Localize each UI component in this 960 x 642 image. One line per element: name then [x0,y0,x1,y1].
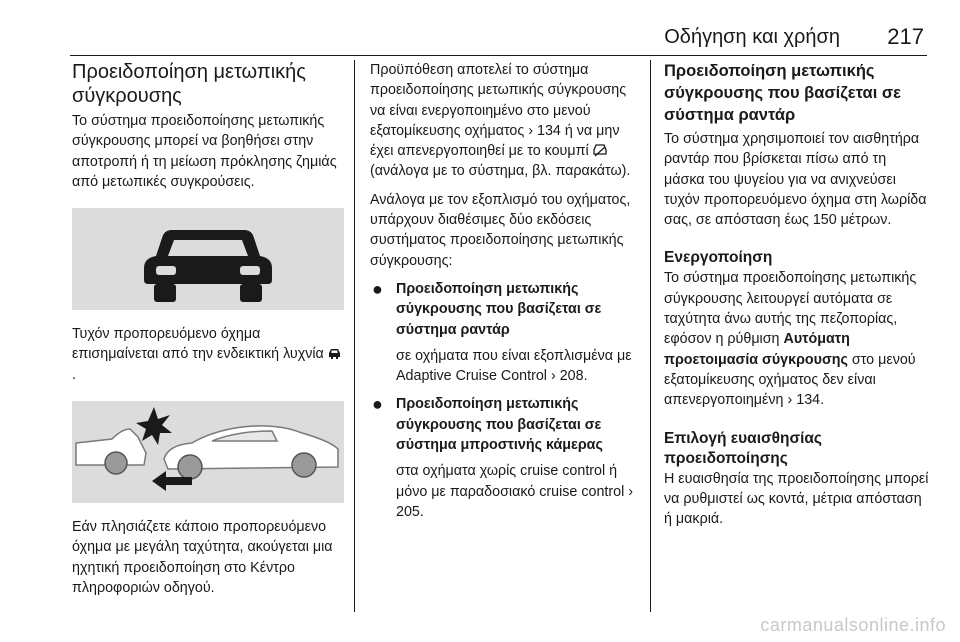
collision-alert-button-icon [593,144,607,157]
page-ref-icon: › [628,483,634,500]
page-number: 217 [887,24,924,49]
section-heading: Προειδοποίηση μετωπικής σύγκρουσης που βασίζεται σε σύστημα ραντάρ [664,62,901,124]
page-ref-icon: › [528,122,534,139]
figure-2-caption: Εάν πλησιάζετε κάποιο προπορευόμενο όχημα με μεγάλη ταχύτητα, ακούγεται μια ηχητική προειδοποίηση στο Κέντρο πληροφοριών οδηγού. [72,519,333,596]
radar-paragraph: Το σύστημα χρησιμοποιεί τον αισθητήρα ραντάρ που βρίσκεται πίσω από τη μάσκα του ψυγείου για να ανιχνεύσει τυχόν προπορευόμενο όχημα στη λωρίδα σας, σε απόσταση έως 150 μέτρων. [664,131,927,229]
wheel-icon [105,452,127,474]
page-ref-icon: › [787,392,793,409]
watermark: carmanualsonline.info [760,615,946,635]
column-divider [650,60,651,612]
prerequisite-paragraph: Προϋπόθεση αποτελεί το σύστημα προειδοποίησης μετωπικής σύγκρουσης να είναι ενεργοποιημένο στο μενού εξατομίκευσης οχήματος › 134 ή να μην έχει απενεργοποιηθεί με το κουμπί (ανάλογα με το σύστημα, βλ. παρακάτω). [370,62,631,180]
wheel-icon [292,453,316,477]
versions-paragraph: Ανάλογα με τον εξοπλισμό του οχήματος, υπάρχουν διαθέσιμες δύο εκδόσεις συστήματος προειδοποίησης μετωπικής σύγκρουσης: [370,191,631,269]
figure-1-caption: Τυχόν προπορευόμενο όχημα επισημαίνεται από την ενδεικτική λυχνία . [72,324,344,385]
bullet-icon: ● [372,278,383,299]
vehicle-ahead-indicator-icon [328,348,341,360]
vehicle-ahead-figure [72,208,344,310]
section-heading: Προειδοποίηση μετωπικής σύγκρουσης [72,61,306,107]
sensitivity-paragraph: Η ευαισθησία της προειδοποίησης μπορεί να ρυθμιστεί ως κοντά, μέτρια απόσταση ή μακριά. [664,470,929,528]
intro-paragraph: Το σύστημα προειδοποίησης μετωπικής σύγκρουσης μπορεί να βοηθήσει στην αποτροπή ή τη μείωση πρόκλησης ζημιάς από μετωπικές συγκρούσεις. [72,113,337,190]
activation-heading: Ενεργοποίηση [664,249,773,267]
wheel-icon [178,455,202,479]
sensitivity-heading: Επιλογή ευαισθησίας προειδοποίησης [664,429,822,467]
list-item: ● Προειδοποίηση μετωπικής σύγκρουσης που βασίζεται σε σύστημα ραντάρ σε οχήματα που είναι εξοπλισμένα με Adaptive Cruise Control › 208. [372,278,632,385]
column-3 [664,60,930,537]
header-rule [70,55,927,56]
page-ref-icon: › [550,368,556,385]
bullet-icon: ● [372,394,383,415]
header-title: Οδήγηση και χρήση [664,26,840,48]
collision-warning-figure [72,401,344,503]
column-2 [370,60,640,530]
column-1 [72,60,344,606]
list-item: ● Προειδοποίηση μετωπικής σύγκρουσης που βασίζεται σε σύστημα μπροστινής κάμερας στα οχήματα χωρίς cruise control ή μόνο με παραδοσιακό cruise control › 205. [372,394,634,520]
activation-paragraph: Το σύστημα προειδοποίησης μετωπικής σύγκρουσης λειτουργεί αυτόματα σε ταχύτητα άνω αυτής της πεζοπορίας, εφόσον η ρύθμιση Αυτόματη προετοιμασία σύγκρουσης στο μενού εξατομίκευσης οχήματος δεν είναι απενεργοποιημένη › 134. [664,270,917,409]
column-divider [354,60,355,612]
page-header [0,0,960,56]
